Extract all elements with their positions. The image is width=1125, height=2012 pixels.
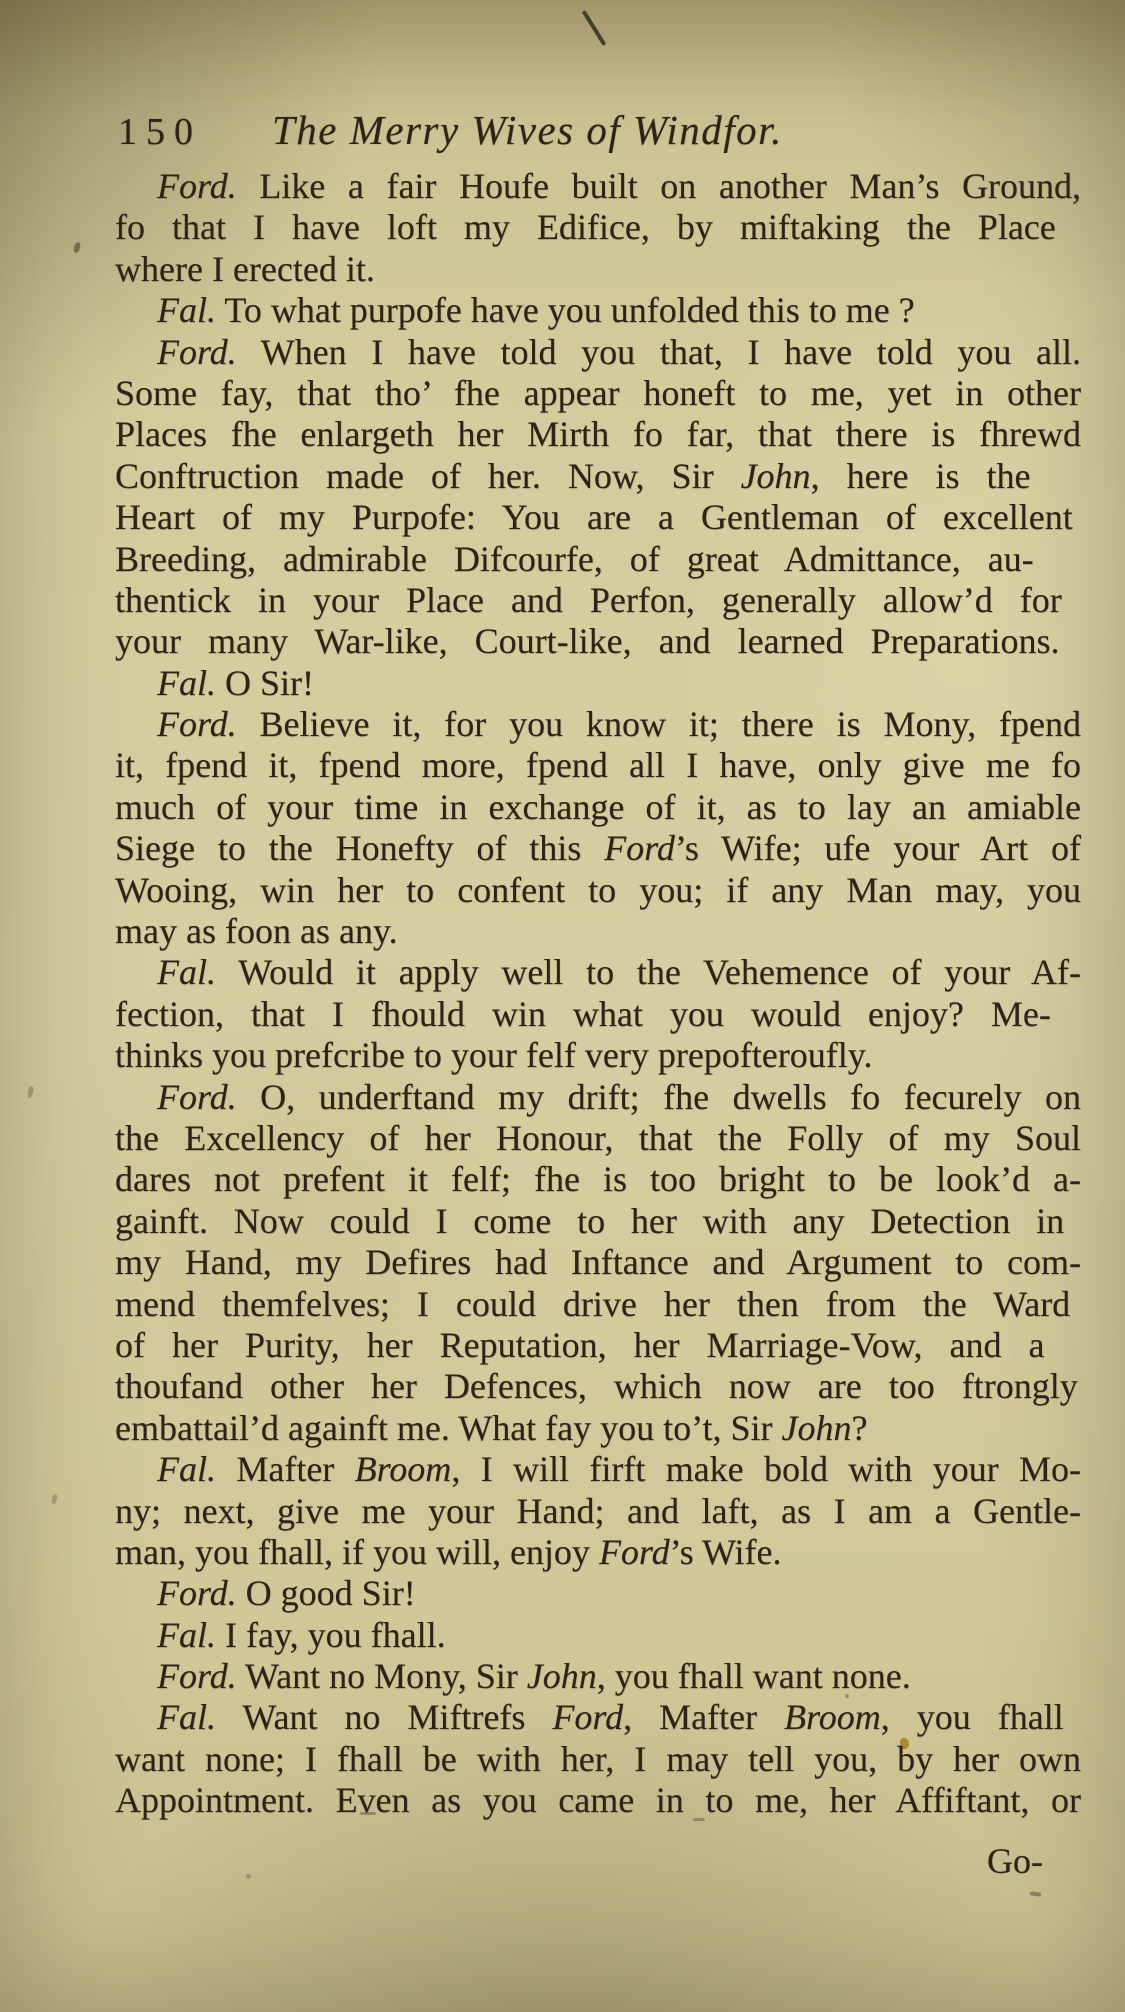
ink-speck	[1030, 1891, 1041, 1896]
text-line: Siege to the Honefty of this Ford’s Wife; ufe your Art of	[115, 828, 1081, 869]
text-line: Fal. To what purpofe have you unfolded this to me ?	[157, 290, 915, 331]
text-line: mend themfelves; I could drive her then from the Ward	[115, 1283, 1071, 1324]
pen-mark	[582, 10, 607, 46]
text-line: thentick in your Place and Perfon, generally allow’d for	[115, 579, 1062, 620]
running-title: The Merry Wives of Windfor.	[272, 107, 783, 153]
text-line: Fal. Mafter Broom, I will firft make bold with your Mo-	[157, 1449, 1081, 1490]
text-line: Fal. O Sir!	[157, 662, 314, 703]
text-line: Ford. When I have told you that, I have told you all.	[157, 331, 1081, 372]
text-line: Ford. Want no Mony, Sir John, you fhall want none.	[157, 1656, 911, 1697]
catchword: Go-	[987, 1841, 1043, 1881]
text-line: Heart of my Purpofe: You are a Gentleman of excellent	[115, 497, 1073, 538]
text-line: Wooing, win her to confent to you; if any Man may, you	[115, 869, 1081, 910]
text-line: gainft. Now could I come to her with any Detection in	[115, 1200, 1065, 1241]
ink-speck	[72, 241, 81, 253]
text-line: thinks you prefcribe to your felf very prepofteroufly.	[115, 1035, 873, 1076]
ink-speck	[51, 1494, 58, 1505]
text-line: man, you fhall, if you will, enjoy Ford’s Wife.	[115, 1531, 782, 1572]
text-line: the Excellency of her Honour, that the Folly of my Soul	[115, 1117, 1081, 1158]
text-line: of her Purity, her Reputation, her Marriage-Vow, and a	[115, 1324, 1045, 1365]
text-line: Conftruction made of her. Now, Sir John, here is the	[115, 455, 1031, 496]
text-line: Breeding, admirable Difcourfe, of great Admittance, au-	[115, 538, 1034, 579]
ink-speck	[246, 1874, 251, 1879]
text-line: Some fay, that tho’ fhe appear honeft to me, yet in other	[115, 372, 1081, 413]
text-line: Fal. Would it apply well to the Vehemence of your Af-	[157, 952, 1081, 993]
text-line: may as foon as any.	[115, 911, 398, 952]
text-column	[115, 166, 1081, 1822]
text-line: it, fpend it, fpend more, fpend all I have, only give me fo	[115, 745, 1081, 786]
text-line: dares not prefent it felf; fhe is too bright to be look’d a-	[115, 1159, 1081, 1200]
text-line: your many War-like, Court-like, and learned Preparations.	[115, 621, 1060, 662]
text-line: Appointment. Even as you came in to me, her Affiftant, or	[115, 1780, 1081, 1821]
text-line: ny; next, give me your Hand; and laft, as I am a Gentle-	[115, 1490, 1081, 1531]
text-line: Ford. Believe it, for you know it; there is Mony, fpend	[157, 704, 1081, 745]
text-line: Ford. O good Sir!	[157, 1573, 416, 1614]
text-line: Places fhe enlargeth her Mirth fo far, that there is fhrewd	[115, 414, 1081, 455]
text-line: Fal. Want no Miftrefs Ford, Mafter Broom, you fhall	[157, 1697, 1064, 1738]
text-line: embattail’d againft me. What fay you to’t, Sir John?	[115, 1407, 868, 1448]
text-line: much of your time in exchange of it, as to lay an amiable	[115, 786, 1081, 827]
text-line: want none; I fhall be with her, I may tell you, by her own	[115, 1738, 1081, 1779]
text-line: thoufand other her Defences, which now are too ftrongly	[115, 1366, 1078, 1407]
text-line: fo that I have loft my Edifice, by miftaking the Place	[115, 207, 1056, 248]
text-line: Fal. I fay, you fhall.	[157, 1614, 446, 1655]
text-line: fection, that I fhould win what you would enjoy? Me-	[115, 993, 1051, 1034]
page-header	[118, 106, 1018, 154]
text-line: Ford. O, underftand my drift; fhe dwells fo fecurely on	[157, 1076, 1081, 1117]
text-line: Ford. Like a fair Houfe built on another Man’s Ground,	[157, 166, 1081, 206]
text-line: my Hand, my Defires had Inftance and Argument to com-	[115, 1242, 1081, 1283]
page-number: 150	[118, 111, 202, 153]
ink-speck	[27, 1086, 34, 1099]
text-line: where I erected it.	[115, 248, 375, 289]
